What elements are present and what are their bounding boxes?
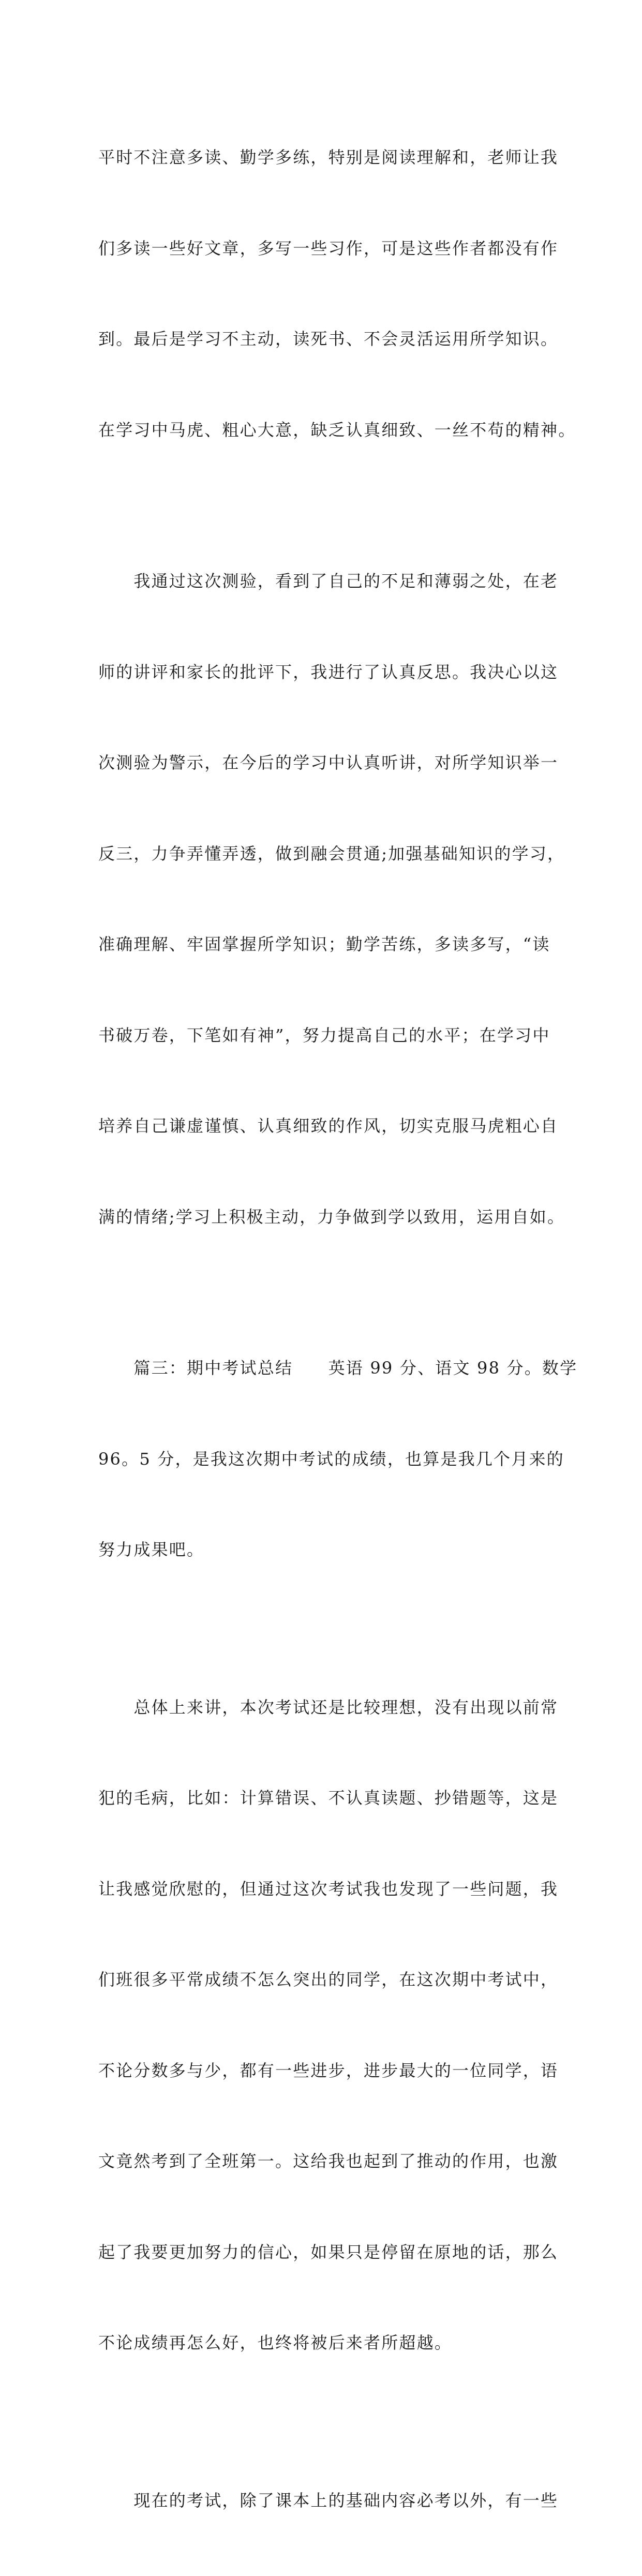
text-line: 次测验为警示，在今后的学习中认真听讲，对所学知识举一	[98, 748, 548, 778]
text-line: 现在的考试，除了课本上的基础内容必考以外，有一些	[98, 2485, 548, 2516]
text-line: 平时不注意多读、勤学多练，特别是阅读理解和，老师让我	[98, 142, 548, 173]
paragraph-2	[98, 505, 548, 1292]
text-line: 反三，力争弄懂弄透，做到融会贯通;加强基础知识的学习，	[98, 839, 548, 869]
paragraph-5	[98, 2425, 548, 2576]
text-line: 96。5 分，是我这次期中考试的成绩，也算是我几个月来的	[98, 1444, 548, 1475]
text-line: 文竟然考到了全班第一。这给我也起到了推动的作用，也激	[98, 2146, 548, 2177]
text-line: 准确理解、牢固掌握所学知识；勤学苦练，多读多写，“读	[98, 929, 548, 960]
text-line: 们多读一些好文章，多写一些习作，可是这些作者都没有作	[98, 233, 548, 264]
paragraph-3	[98, 1292, 548, 1626]
text-line: 书破万卷，下笔如有神”，努力提高自己的水平；在学习中	[98, 1020, 548, 1051]
text-line: 篇三：期中考试总结 英语 99 分、语文 98 分。数学	[98, 1353, 548, 1383]
text-line: 起了我要更加努力的信心，如果只是停留在原地的话，那么	[98, 2237, 548, 2268]
text-line: 师的讲评和家长的批评下，我进行了认真反思。我决心以这	[98, 657, 548, 688]
paragraph-1	[98, 82, 548, 505]
text-line: 我通过这次测验，看到了自己的不足和薄弱之处，在老	[98, 566, 548, 597]
text-line: 努力成果吧。	[98, 1535, 548, 1565]
text-line: 让我感觉欣慰的，但通过这次考试我也发现了一些问题，我	[98, 1874, 548, 1904]
text-line: 不论分数多与少，都有一些进步，进步最大的一位同学，语	[98, 2056, 548, 2086]
text-line: 在学习中马虎、粗心大意，缺乏认真细致、一丝不苟的精神。	[98, 415, 548, 445]
document-body	[98, 82, 548, 2576]
text-line: 们班很多平常成绩不怎么突出的同学，在这次期中考试中，	[98, 1964, 548, 1995]
paragraph-gap	[98, 2419, 548, 2425]
text-line: 到。最后是学习不主动，读死书、不会灵活运用所学知识。	[98, 324, 548, 354]
paragraph-gap	[98, 1626, 548, 1632]
text-line: 总体上来讲，本次考试还是比较理想，没有出现以前常	[98, 1692, 548, 1723]
document-page	[0, 0, 642, 907]
paragraph-4	[98, 1632, 548, 2419]
text-line: 满的情绪;学习上积极主动，力争做到学以致用，运用自如。	[98, 1202, 548, 1232]
text-line: 培养自己谦虚谨慎、认真细致的作风，切实克服马虎粗心自	[98, 1111, 548, 1141]
text-line: 犯的毛病，比如：计算错误、不认真读题、抄错题等，这是	[98, 1783, 548, 1813]
text-line: 不论成绩再怎么好，也终将被后来者所超越。	[98, 2328, 548, 2358]
